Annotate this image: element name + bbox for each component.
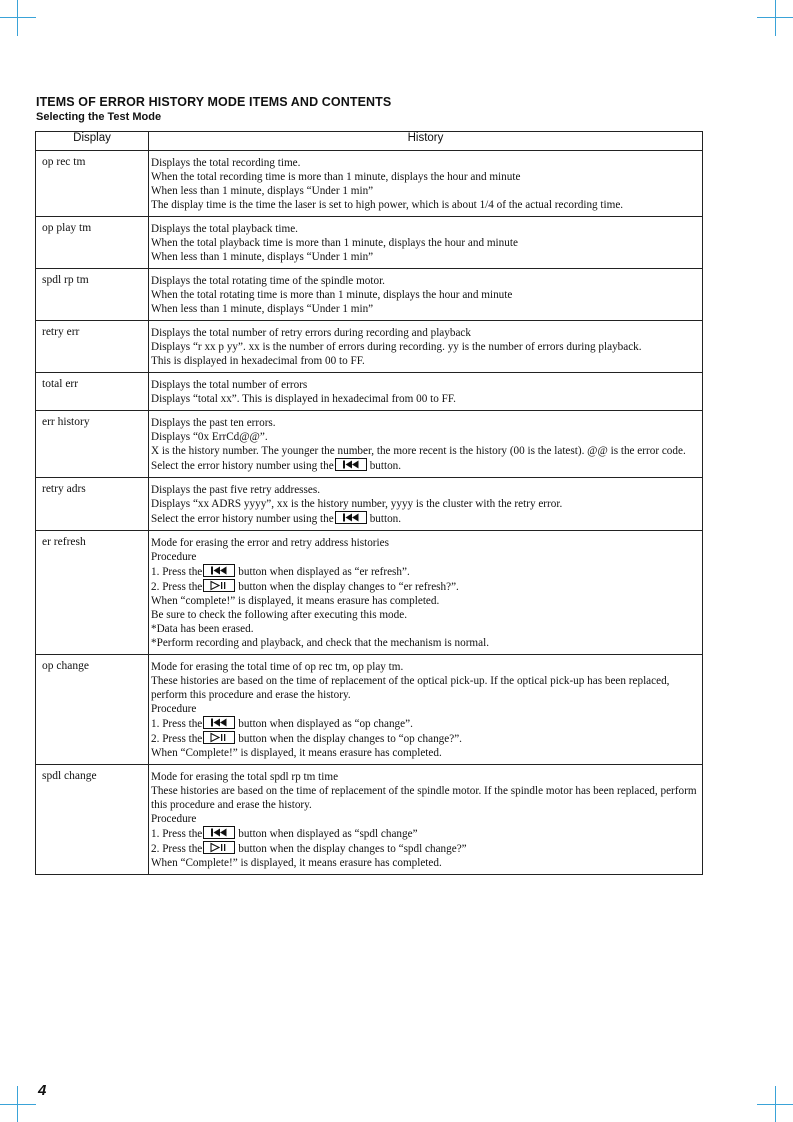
crop-mark-top-left-v — [17, 0, 18, 36]
table-row — [36, 321, 703, 373]
history-line: Displays the past ten errors. — [151, 417, 276, 429]
button-instruction-line — [151, 511, 700, 526]
history-cell — [149, 373, 703, 411]
display-cell: spdl rp tm — [36, 269, 149, 321]
table-row — [36, 373, 703, 411]
step-text-post: button when the display changes to “spdl change?” — [238, 843, 467, 855]
step-text-post: button when displayed as “er refresh”. — [238, 566, 410, 578]
step-text-pre: 2. Press the — [151, 581, 203, 593]
history-line: The display time is the time the laser is set to high power, which is about 1/4 of the actual recording time. — [151, 199, 624, 211]
history-line: When less than 1 minute, displays “Under 1 min” — [151, 303, 374, 315]
step-text-post: button. — [369, 513, 402, 525]
table-row — [36, 269, 703, 321]
history-line: These histories are based on the time of replacement of the optical pick-up. If the optical pick-up has been replaced, perform this procedure and erase the history. — [151, 675, 670, 701]
table-row — [36, 478, 703, 531]
column-header-display: Display — [36, 132, 149, 151]
history-line: When less than 1 minute, displays “Under 1 min” — [151, 251, 374, 263]
play-pause-button-icon — [203, 731, 235, 744]
step-text-pre: 2. Press the — [151, 733, 203, 745]
history-line: Procedure — [151, 813, 197, 825]
procedure-step — [151, 841, 700, 856]
table-row — [36, 151, 703, 217]
page-title: ITEMS OF ERROR HISTORY MODE ITEMS AND CONTENTS — [36, 95, 392, 109]
history-line: When less than 1 minute, displays “Under 1 min” — [151, 185, 374, 197]
history-line: Procedure — [151, 551, 197, 563]
crop-mark-bottom-left-h — [0, 1104, 36, 1105]
crop-mark-bottom-right-v — [775, 1086, 776, 1122]
column-header-history: History — [149, 132, 703, 151]
history-line: Displays the total number of errors — [151, 379, 308, 391]
history-line: Displays “total xx”. This is displayed in hexadecimal from 00 to FF. — [151, 393, 456, 405]
history-line: When the total rotating time is more than 1 minute, displays the hour and minute — [151, 289, 513, 301]
history-line: Displays “0x ErrCd@@”. — [151, 431, 268, 443]
display-cell: retry err — [36, 321, 149, 373]
crop-mark-top-right-v — [775, 0, 776, 36]
history-cell — [149, 321, 703, 373]
history-cell — [149, 531, 703, 655]
table-row — [36, 765, 703, 875]
procedure-step — [151, 731, 700, 746]
history-line: This is displayed in hexadecimal from 00 to FF. — [151, 355, 365, 367]
history-line: When the total playback time is more than 1 minute, displays the hour and minute — [151, 237, 518, 249]
display-cell: err history — [36, 411, 149, 478]
history-line: Be sure to check the following after executing this mode. — [151, 609, 407, 621]
step-text-post: button when the display changes to “op change?”. — [238, 733, 462, 745]
history-line: When the total recording time is more than 1 minute, displays the hour and minute — [151, 171, 521, 183]
step-text-pre: 1. Press the — [151, 566, 203, 578]
step-text-pre: 1. Press the — [151, 718, 203, 730]
crop-mark-bottom-left-v — [17, 1086, 18, 1122]
display-cell: op play tm — [36, 217, 149, 269]
procedure-step — [151, 579, 700, 594]
history-line: Procedure — [151, 703, 197, 715]
history-line: When “complete!” is displayed, it means erasure has completed. — [151, 595, 440, 607]
display-cell: op change — [36, 655, 149, 765]
error-history-table — [35, 131, 703, 875]
history-cell — [149, 478, 703, 531]
history-line: Displays the total playback time. — [151, 223, 298, 235]
history-line: These histories are based on the time of replacement of the spindle motor. If the spindle motor has been replaced, perform this procedure and erase the history. — [151, 785, 697, 811]
history-line: When “Complete!” is displayed, it means erasure has completed. — [151, 857, 442, 869]
history-cell — [149, 765, 703, 875]
history-line: *Perform recording and playback, and check that the mechanism is normal. — [151, 637, 489, 649]
history-line: Displays “xx ADRS yyyy”, xx is the history number, yyyy is the cluster with the retry error. — [151, 498, 563, 510]
step-text-post: button when displayed as “spdl change” — [238, 828, 418, 840]
history-cell — [149, 411, 703, 478]
table-row — [36, 217, 703, 269]
step-text-post: button when the display changes to “er refresh?”. — [238, 581, 459, 593]
page-number: 4 — [38, 1082, 47, 1099]
step-text-post: button. — [369, 460, 402, 472]
display-cell: total err — [36, 373, 149, 411]
button-instruction-line — [151, 458, 700, 473]
page-subtitle: Selecting the Test Mode — [36, 111, 162, 123]
history-line: When “Complete!” is displayed, it means erasure has completed. — [151, 747, 442, 759]
crop-mark-top-left-h — [0, 17, 36, 18]
procedure-step — [151, 716, 700, 731]
table-row — [36, 411, 703, 478]
history-line: Displays the total recording time. — [151, 157, 301, 169]
history-line: Mode for erasing the total spdl rp tm time — [151, 771, 339, 783]
step-text-pre: Select the error history number using the — [151, 460, 334, 472]
table-row — [36, 655, 703, 765]
history-line: Displays the past five retry addresses. — [151, 484, 321, 496]
display-cell: retry adrs — [36, 478, 149, 531]
history-line: *Data has been erased. — [151, 623, 254, 635]
step-text-pre: Select the error history number using the — [151, 513, 334, 525]
history-cell — [149, 269, 703, 321]
table-row — [36, 531, 703, 655]
history-line: Displays the total rotating time of the spindle motor. — [151, 275, 385, 287]
prev-track-button-icon — [203, 564, 235, 577]
step-text-pre: 1. Press the — [151, 828, 203, 840]
history-line: Displays the total number of retry errors during recording and playback — [151, 327, 471, 339]
procedure-step — [151, 564, 700, 579]
table-header-row — [36, 132, 703, 151]
procedure-step — [151, 826, 700, 841]
prev-track-button-icon — [203, 716, 235, 729]
play-pause-button-icon — [203, 579, 235, 592]
history-cell — [149, 151, 703, 217]
history-cell — [149, 217, 703, 269]
step-text-post: button when displayed as “op change”. — [238, 718, 413, 730]
history-line: Mode for erasing the total time of op rec tm, op play tm. — [151, 661, 404, 673]
play-pause-button-icon — [203, 841, 235, 854]
step-text-pre: 2. Press the — [151, 843, 203, 855]
history-cell — [149, 655, 703, 765]
display-cell: spdl change — [36, 765, 149, 875]
history-line: Mode for erasing the error and retry address histories — [151, 537, 389, 549]
prev-track-button-icon — [335, 511, 367, 524]
history-line: Displays “r xx p yy”. xx is the number of errors during recording. yy is the number of errors during playback. — [151, 341, 642, 353]
display-cell: op rec tm — [36, 151, 149, 217]
history-line: X is the history number. The younger the number, the more recent is the history (00 is the latest). @@ is the error code. — [151, 445, 686, 457]
prev-track-button-icon — [335, 458, 367, 471]
prev-track-button-icon — [203, 826, 235, 839]
display-cell: er refresh — [36, 531, 149, 655]
